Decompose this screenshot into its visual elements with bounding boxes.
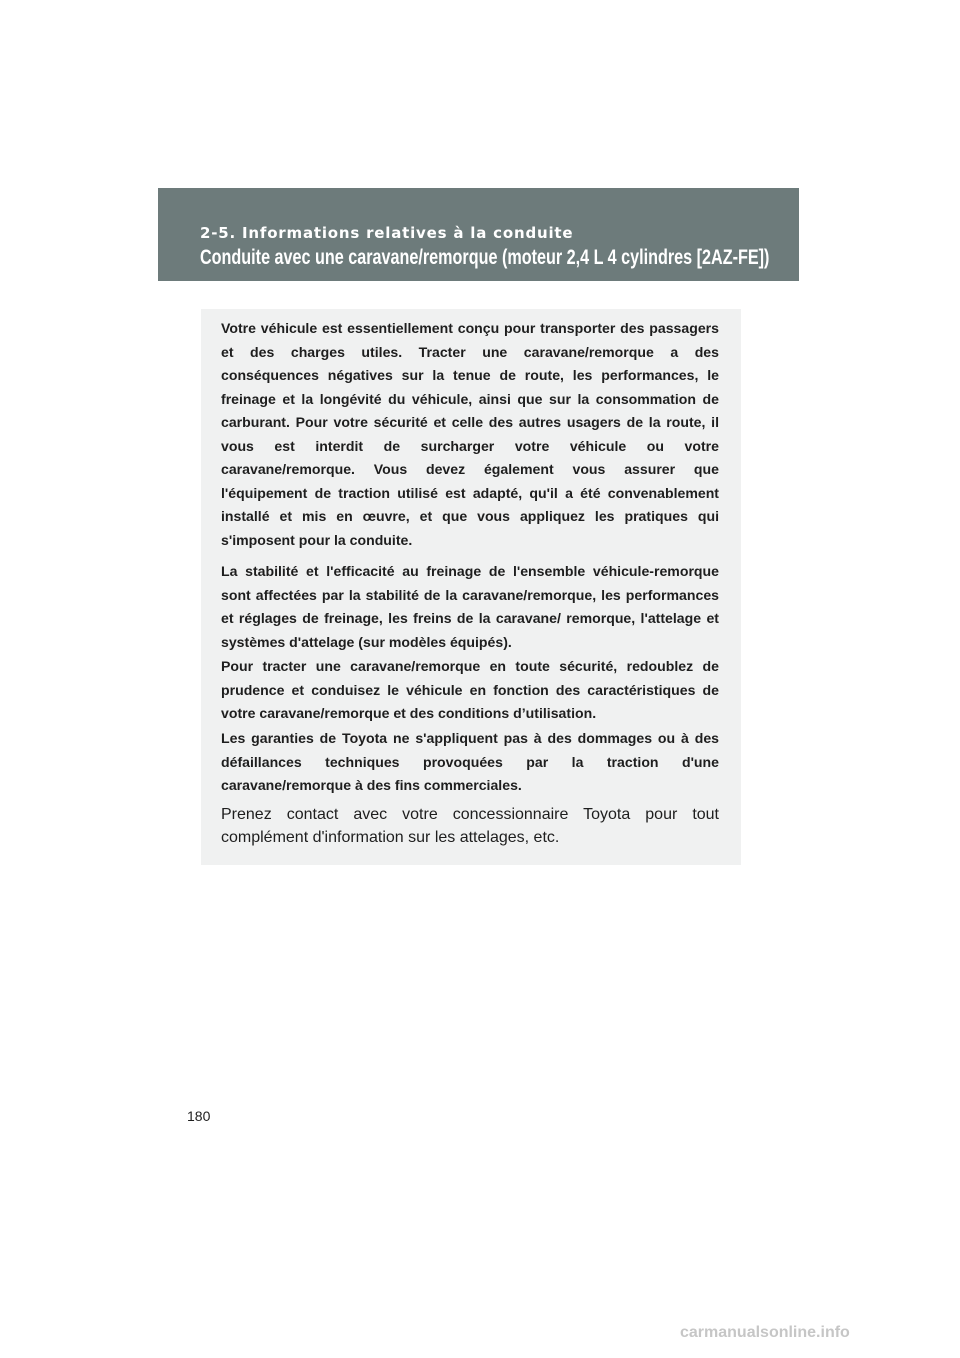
info-paragraph-4: Les garanties de Toyota ne s'appliquent pas à des dommages ou à des défaillances techniques provoquées par la traction d'une caravane/remorque à des fins commerciales. <box>221 730 719 793</box>
info-paragraph-1: Votre véhicule est essentiellement conçu pour transporter des passagers et des charges utiles. Tracter une caravane/remorque a des conséquences négatives sur la tenue de route, les performances, le freinage et la longévité du véhicule, ainsi que sur la consommation de carburant. Pour votre sécurité et celle des autres usagers de la route, il vous est interdit de surcharger votre véhicule ou votre caravane/remorque. Vous devez également vous assurer que l'équipement de traction utilisé est adapté, qu'il a été convenablement installé et mis en œuvre, et que vous appliquez les pratiques qui s'imposent pour la conduite. <box>221 320 719 548</box>
info-box <box>201 309 741 865</box>
watermark: carmanualsonline.info <box>680 1324 850 1341</box>
section-header-band <box>158 188 799 281</box>
section-label: 2-5. Informations relatives à la conduite <box>200 224 574 242</box>
page-number: 180 <box>187 1108 211 1124</box>
page-title: Conduite avec une caravane/remorque (moteur 2,4 L 4 cylindres [2AZ-FE]) <box>200 246 770 269</box>
info-paragraph-5: Prenez contact avec votre concessionnaire Toyota pour tout complément d'information sur les attelages, etc. <box>221 806 719 846</box>
info-paragraph-3: Pour tracter une caravane/remorque en toute sécurité, redoublez de prudence et conduisez le véhicule en fonction des caractéristiques de votre caravane/remorque et des conditions d’utilisation. <box>221 658 719 721</box>
info-paragraph-2: La stabilité et l'efficacité au freinage de l'ensemble véhicule-remorque sont affectées par la stabilité de la caravane/remorque, les performances et réglages de freinage, les freins de la caravane/ remorque, l'attelage et systèmes d'attelage (sur modèles équipés). <box>221 563 719 650</box>
